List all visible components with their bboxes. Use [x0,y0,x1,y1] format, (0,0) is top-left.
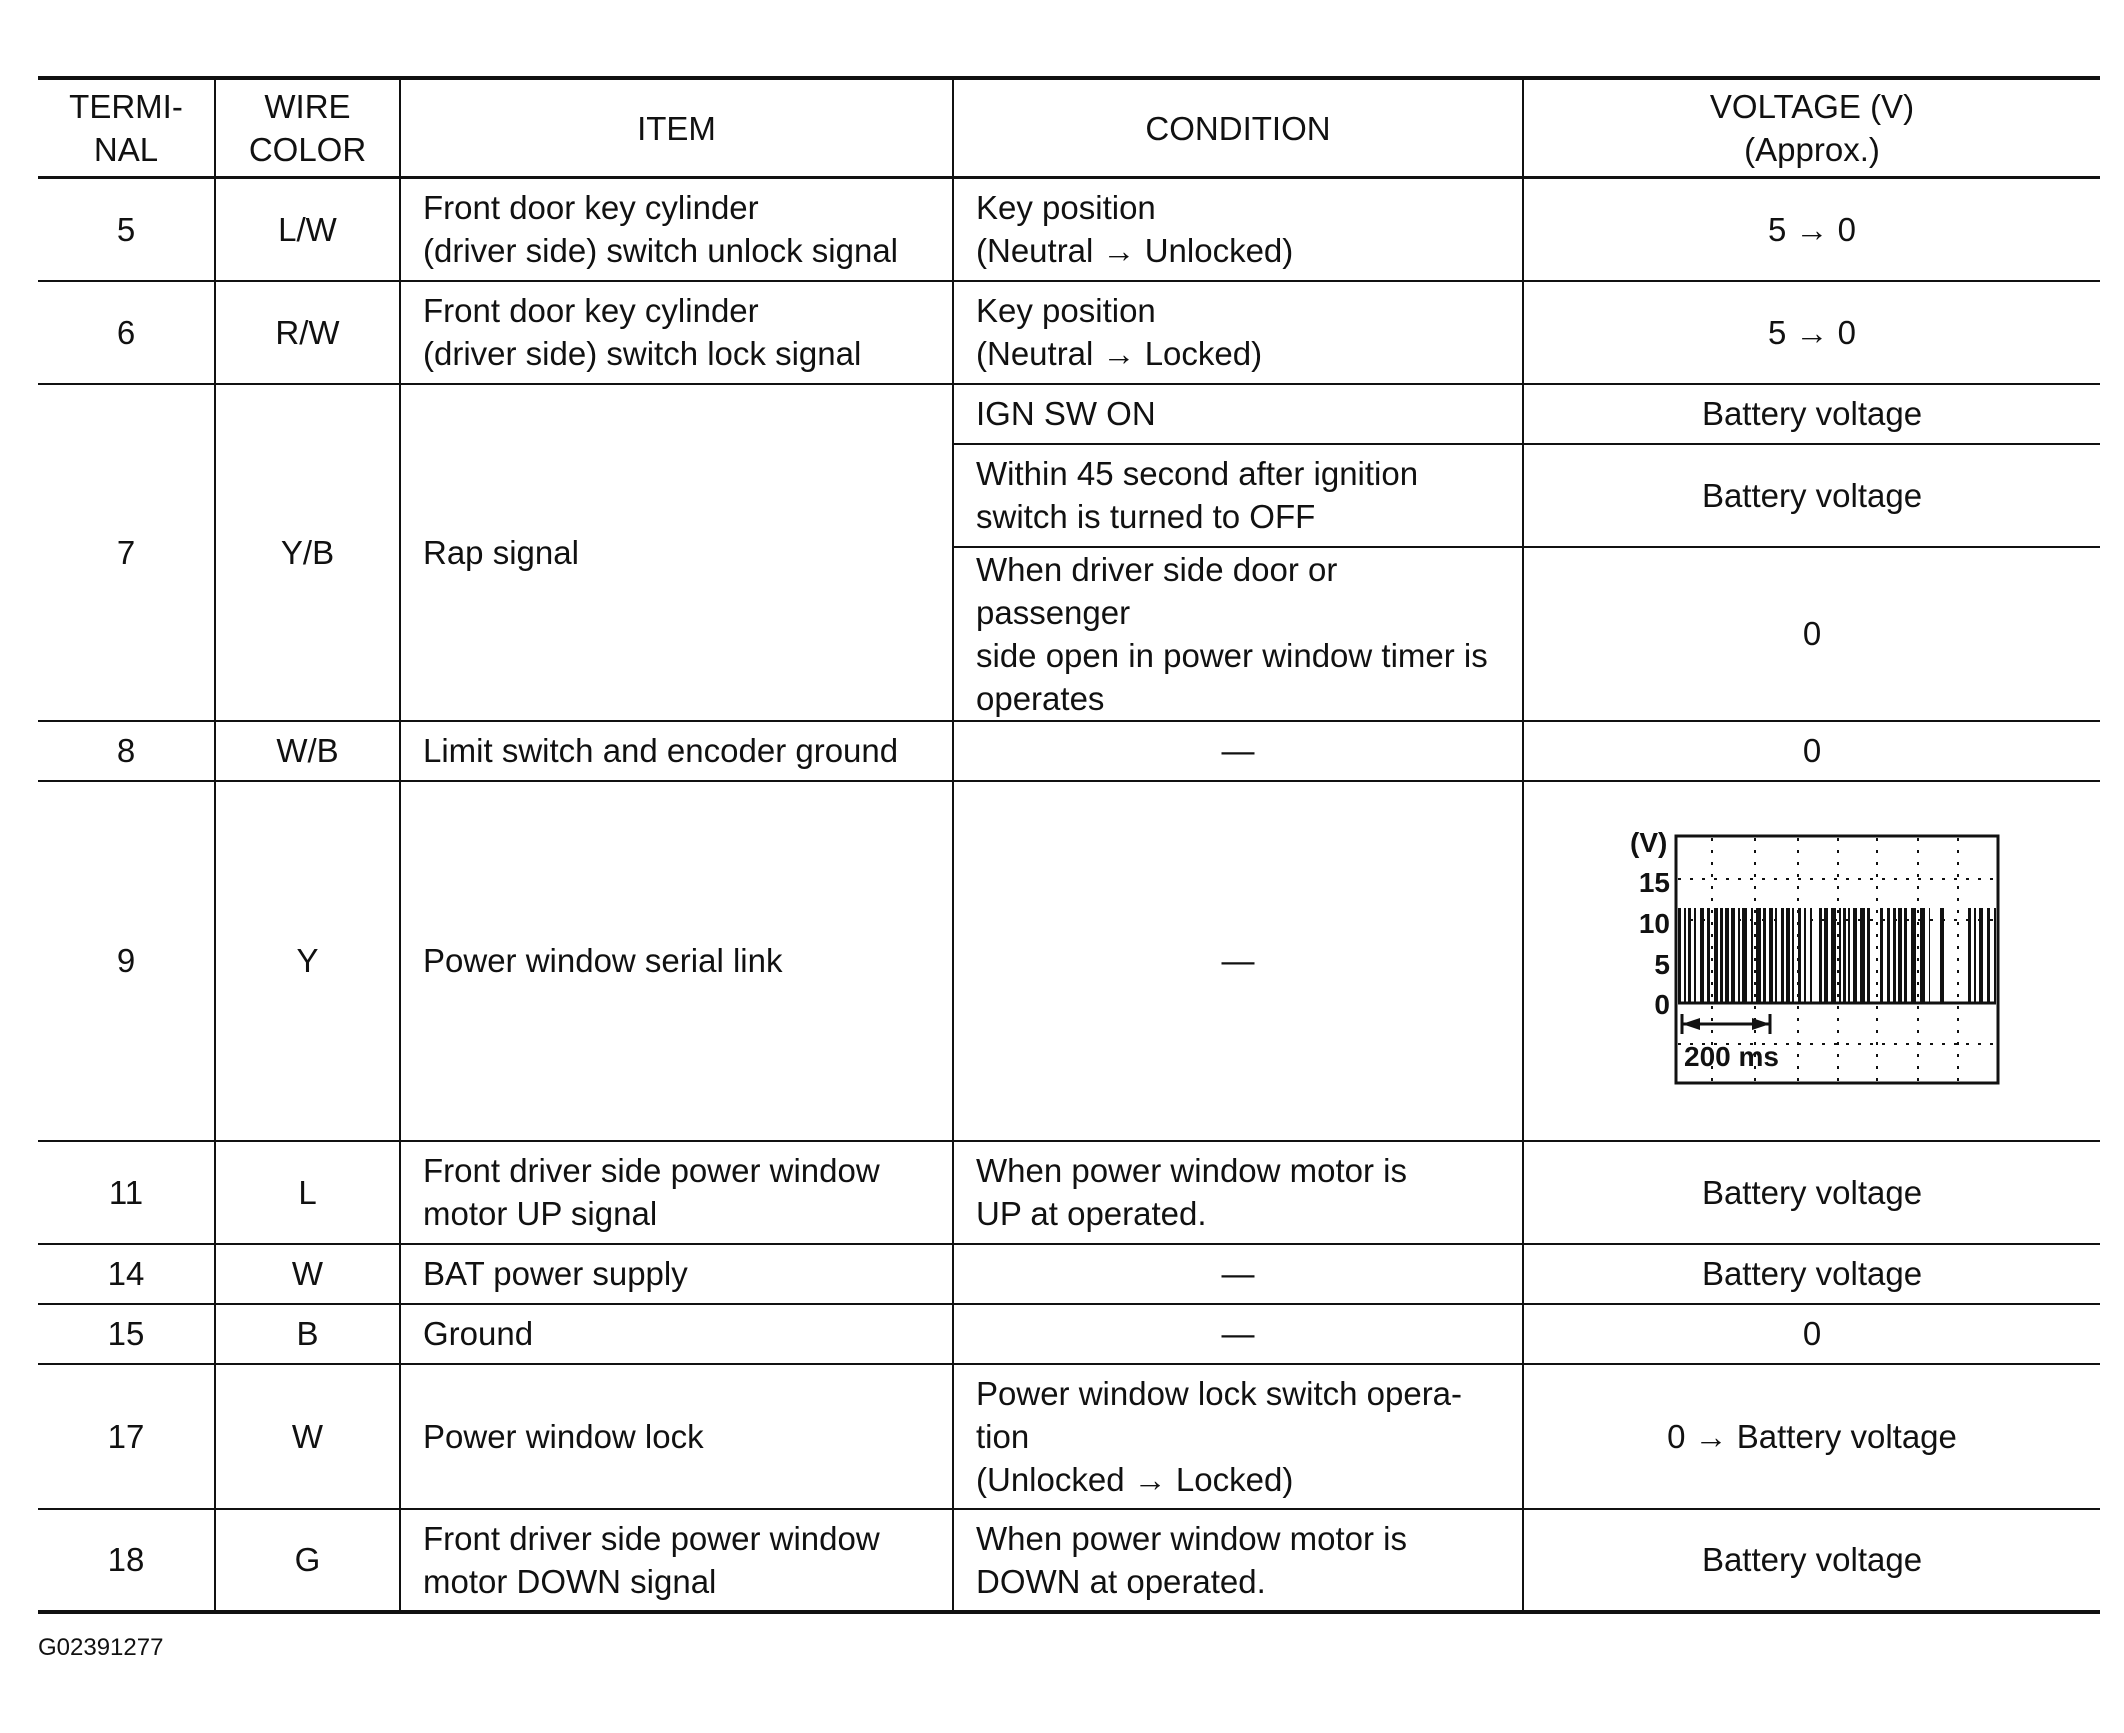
condition-cell: — [953,781,1523,1141]
terminal-cell: 11 [38,1141,215,1244]
condition-cell: When driver side door or passenger side open in power window timer is operates [953,547,1523,721]
terminal-voltage-table [38,76,2100,1614]
table-row [38,281,2100,384]
voltage-cell [1523,781,2100,1141]
wire-color-cell: G [215,1509,400,1612]
waveform-tick-label: 10 [1638,907,1670,939]
terminal-cell: 15 [38,1304,215,1364]
table-row [38,721,2100,781]
voltage-cell: 5 → 0 [1523,178,2100,281]
item-cell: Ground [400,1304,953,1364]
wire-color-cell: L [215,1141,400,1244]
item-cell: Front driver side power window motor UP signal [400,1141,953,1244]
condition-cell: When power window motor is DOWN at operated. [953,1509,1523,1612]
header-item: ITEM [400,78,953,178]
header-wire-color: WIRE COLOR [215,78,400,178]
wire-color-cell: L/W [215,178,400,281]
terminal-cell: 18 [38,1509,215,1612]
condition-cell: Key position (Neutral → Locked) [953,281,1523,384]
figure-code: G02391277 [38,1634,164,1661]
waveform-tick-label: 5 [1654,948,1670,980]
terminal-cell: 8 [38,721,215,781]
wire-color-cell: W [215,1244,400,1304]
table-row [38,1244,2100,1304]
waveform-tick-label: 15 [1638,866,1670,898]
item-cell: BAT power supply [400,1244,953,1304]
voltage-cell: Battery voltage [1523,384,2100,444]
item-cell: Front driver side power window motor DOWN signal [400,1509,953,1612]
voltage-cell: Battery voltage [1523,1244,2100,1304]
voltage-cell: 0 → Battery voltage [1523,1364,2100,1509]
voltage-cell: 5 → 0 [1523,281,2100,384]
wire-color-cell: Y/B [215,384,400,721]
terminal-cell: 5 [38,178,215,281]
wire-color-cell: B [215,1304,400,1364]
condition-cell: — [953,721,1523,781]
item-cell: Power window lock [400,1364,953,1509]
waveform-time-marker [1682,1014,1770,1034]
table-row [38,384,2100,444]
wire-color-cell: Y [215,781,400,1141]
condition-cell: When power window motor is UP at operated. [953,1141,1523,1244]
header-condition: CONDITION [953,78,1523,178]
waveform-tick-label: 0 [1654,988,1670,1020]
table-row [38,1141,2100,1244]
table-row [38,1304,2100,1364]
item-cell: Power window serial link [400,781,953,1141]
waveform-unit-label: (V) [1630,826,1668,858]
wire-color-cell: R/W [215,281,400,384]
item-cell: Front door key cylinder (driver side) switch unlock signal [400,178,953,281]
voltage-cell: Battery voltage [1523,444,2100,547]
header-voltage: VOLTAGE (V) (Approx.) [1523,78,2100,178]
voltage-cell: 0 [1523,1304,2100,1364]
item-cell: Rap signal [400,384,953,721]
condition-cell: IGN SW ON [953,384,1523,444]
terminal-cell: 7 [38,384,215,721]
voltage-cell: Battery voltage [1523,1509,2100,1612]
item-cell: Front door key cylinder (driver side) switch lock signal [400,281,953,384]
condition-cell: — [953,1304,1523,1364]
terminal-cell: 14 [38,1244,215,1304]
serial-link-waveform [1612,816,2012,1106]
header-row [38,78,2100,178]
terminal-cell: 17 [38,1364,215,1509]
header-terminal: TERMI- NAL [38,78,215,178]
voltage-cell: 0 [1523,721,2100,781]
item-cell: Limit switch and encoder ground [400,721,953,781]
terminal-cell: 6 [38,281,215,384]
wire-color-cell: W/B [215,721,400,781]
condition-cell: Within 45 second after ignition switch is turned to OFF [953,444,1523,547]
table-row [38,1364,2100,1509]
terminal-voltage-table-container [38,76,2100,1614]
voltage-cell: Battery voltage [1523,1141,2100,1244]
wire-color-cell: W [215,1364,400,1509]
voltage-cell: 0 [1523,547,2100,721]
table-row [38,1509,2100,1612]
table-row [38,178,2100,281]
condition-cell: — [953,1244,1523,1304]
table-row [38,781,2100,1141]
terminal-cell: 9 [38,781,215,1141]
waveform-time-label: 200 ms [1684,1040,1779,1072]
condition-cell: Key position (Neutral → Unlocked) [953,178,1523,281]
condition-cell: Power window lock switch opera- tion (Unlocked → Locked) [953,1364,1523,1509]
